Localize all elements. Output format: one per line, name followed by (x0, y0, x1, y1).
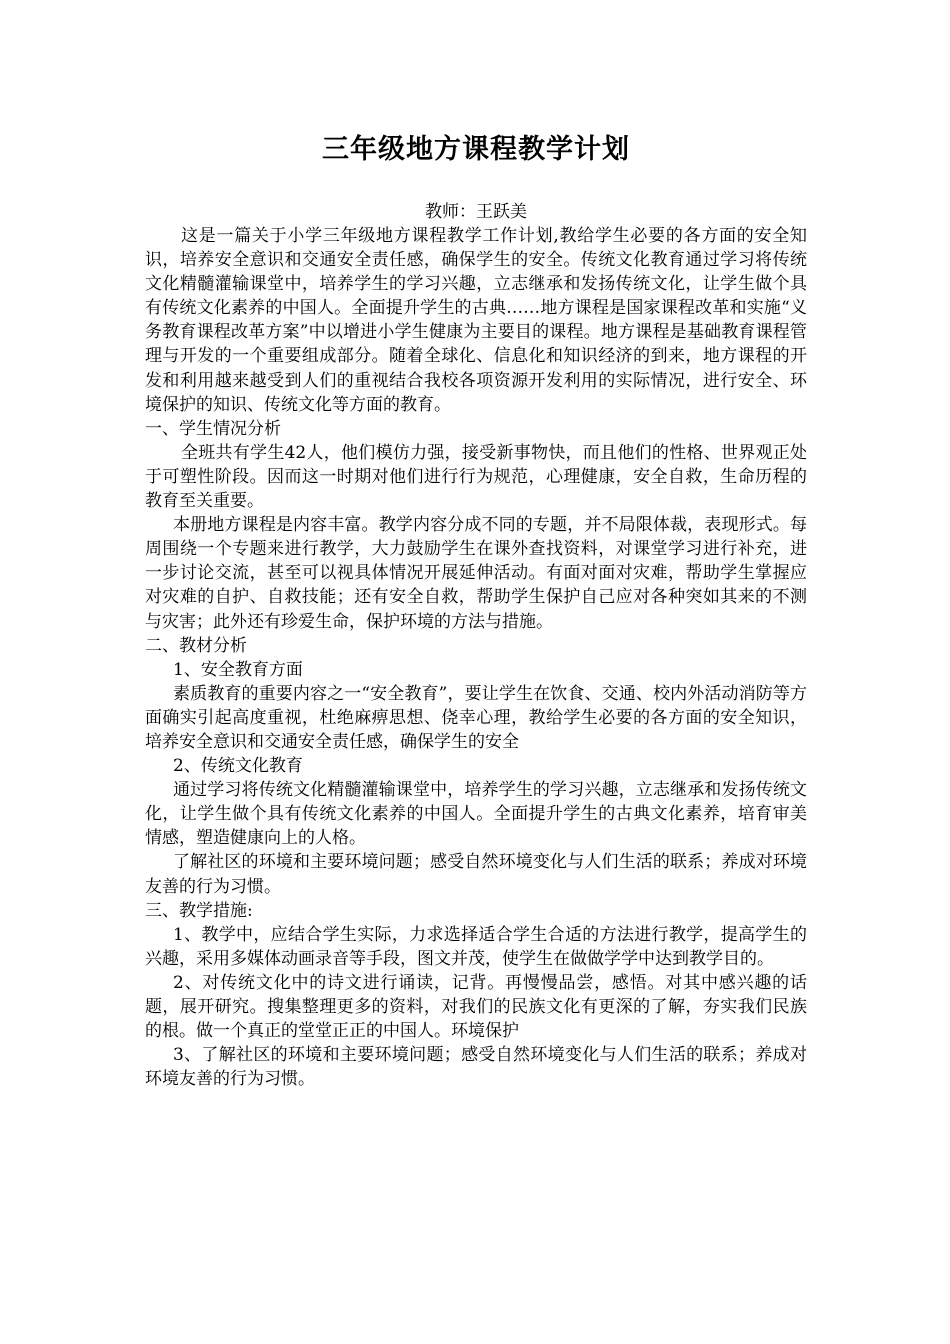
subheading-safety-education: 1、安全教育方面 (173, 659, 303, 680)
measure-item-2: 2、对传统文化中的诗文进行诵读，记背。再慢慢品尝，感悟。对其中感兴趣的话题，展开研究。搜集整理更多的资料，对我们的民族文化有更深的了解，夯实我们民族的根。做一个真正的堂堂正正的中国人。环境保护 (145, 972, 807, 1042)
author-line: 教师：王跃美 (425, 202, 527, 222)
subheading-traditional-culture: 2、传统文化教育 (173, 756, 303, 777)
safety-education-paragraph: 素质教育的重要内容之一“安全教育”，要让学生在饮食、交通、校内外活动消防等方面确实引起高度重视，杜绝麻痹思想、侥幸心理，教给学生必要的各方面的安全知识，培养安全意识和交通安全责任感，确保学生的安全 (145, 683, 807, 752)
traditional-culture-paragraph: 通过学习将传统文化精髓灌输课堂中，培养学生的学习兴趣，立志继承和发扬传统文化，让学生做个具有传统文化素养的中国人。全面提升学生的古典文化素养，培育审美情感，塑造健康向上的人格。 (145, 780, 807, 849)
measure-item-3: 3、了解社区的环境和主要环境问题；感受自然环境变化与人们生活的联系；养成对环境友善的行为习惯。 (145, 1045, 807, 1090)
measure-item-1: 1、教学中，应结合学生实际，力求选择适合学生合适的方法进行教学，提高学生的兴趣，采用多媒体动画录音等手段，图文并茂，使学生在做做学学中达到教学目的。 (145, 924, 807, 969)
section-heading-teaching-measures: 三、教学措施: (145, 900, 253, 921)
curriculum-content-paragraph: 本册地方课程是内容丰富。教学内容分成不同的专题，并不局限体裁，表现形式。每周围绕一个专题来进行教学，大力鼓励学生在课外查找资料，对课堂学习进行补充，进一步讨论交流，甚至可以视具体情况开展延伸活动。有面对面对灾难，帮助学生掌握应对灾难的自护、自救技能；还有安全自救，帮助学生保护自己应对各种突如其来的不测与灾害；此外还有珍爱生命，保护环境的方法与措施。 (145, 515, 807, 632)
document-title: 三年级地方课程教学计划 (322, 134, 630, 165)
document-page (145, 128, 807, 1091)
section-heading-material-analysis: 二、教材分析 (145, 635, 247, 656)
student-analysis-paragraph: 全班共有学生42人，他们模仿力强，接受新事物快，而且他们的性格、世界观正处于可塑性阶段。因而这一时期对他们进行行为规范，心理健康，安全自救，生命历程的教育至关重要。 (145, 442, 807, 512)
intro-paragraph: 这是一篇关于小学三年级地方课程教学工作计划,教给学生必要的各方面的安全知识，培养安全意识和交通安全责任感，确保学生的安全。传统文化教育通过学习将传统文化精髓灌输课堂中，培养学生的学习兴趣，立志继承和发扬传统文化，让学生做个具有传统文化素养的中国人。全面提升学生的古典……地方课程是国家课程改革和实施“义务教育课程改革方案”中以增进小学生健康为主要目的课程。地方课程是基础教育课程管理与开发的一个重要组成部分。随着全球化、信息化和知识经济的到来，地方课程的开发和利用越来越受到人们的重视结合我校各项资源开发利用的实际情况，进行安全、环境保护的知识、传统文化等方面的教育。 (145, 226, 807, 415)
environment-paragraph: 了解社区的环境和主要环境问题；感受自然环境变化与人们生活的联系；养成对环境友善的行为习惯。 (145, 852, 807, 897)
section-heading-student-analysis: 一、学生情况分析 (145, 418, 281, 439)
